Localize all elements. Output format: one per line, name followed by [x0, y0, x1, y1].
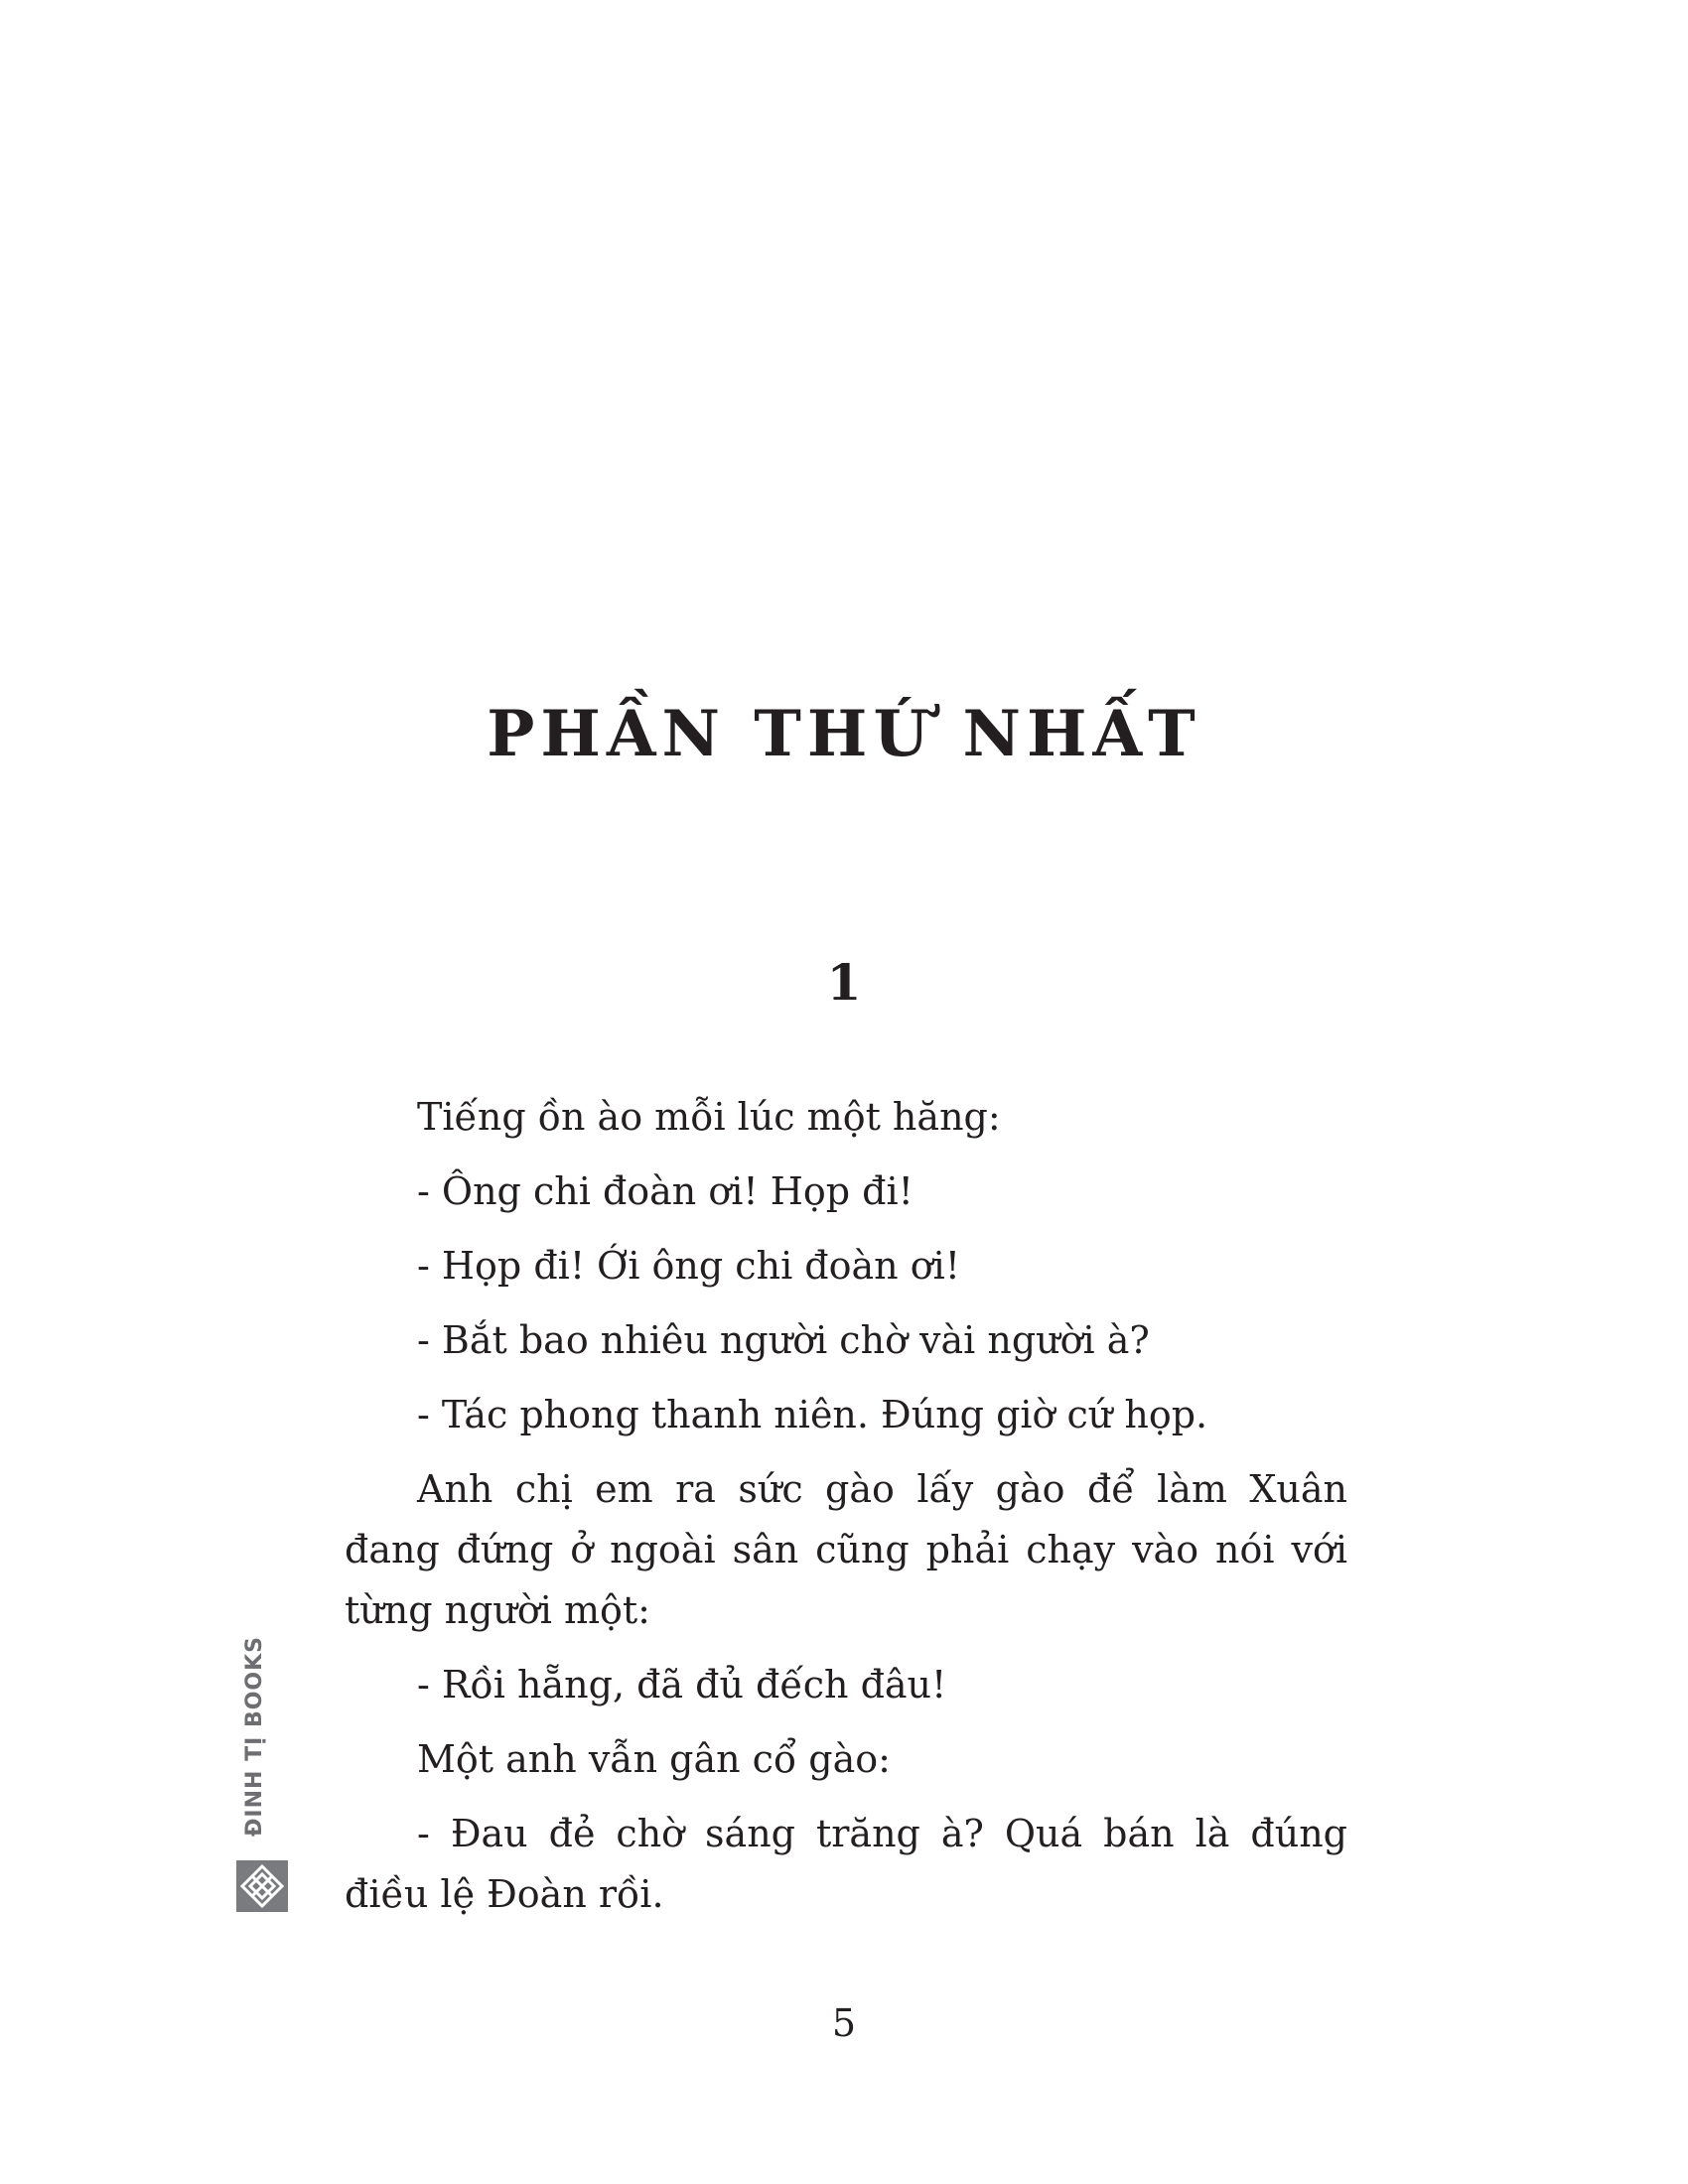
publisher-watermark-label: ĐINH TỊ BOOKS [242, 1635, 267, 1837]
paragraph: - Đau đẻ chờ sáng trăng à? Quá bán là đúng điều lệ Đoàn rồi. [345, 1812, 1347, 1916]
paragraph: Anh chị em ra sức gào lấy gào để làm Xuân đang đứng ở ngoài sân cũng phải chạy vào nói với từng người một: [345, 1467, 1347, 1632]
part-title: PHẦN THỨ NHẤT [487, 697, 1201, 771]
paragraph: Một anh vẫn gân cổ gào: [417, 1737, 891, 1781]
body-text [345, 1087, 1347, 1939]
paragraph: - Họp đi! Ới ông chi đoàn ơi! [417, 1244, 961, 1288]
chapter-number: 1 [826, 953, 862, 1012]
paragraph: - Ông chi đoàn ơi! Họp đi! [417, 1169, 914, 1213]
page-number: 5 [831, 2001, 857, 2045]
paragraph: - Bắt bao nhiêu người chờ vài người à? [417, 1318, 1150, 1362]
paragraph: - Rồi hẵng, đã đủ đếch đâu! [417, 1663, 947, 1706]
paragraph: Tiếng ồn ào mỗi lúc một hăng: [417, 1095, 1001, 1139]
paragraph: - Tác phong thanh niên. Đúng giờ cứ họp. [417, 1393, 1208, 1436]
dinh-ti-logo-icon [236, 1860, 288, 1912]
publisher-watermark [234, 1635, 290, 1916]
